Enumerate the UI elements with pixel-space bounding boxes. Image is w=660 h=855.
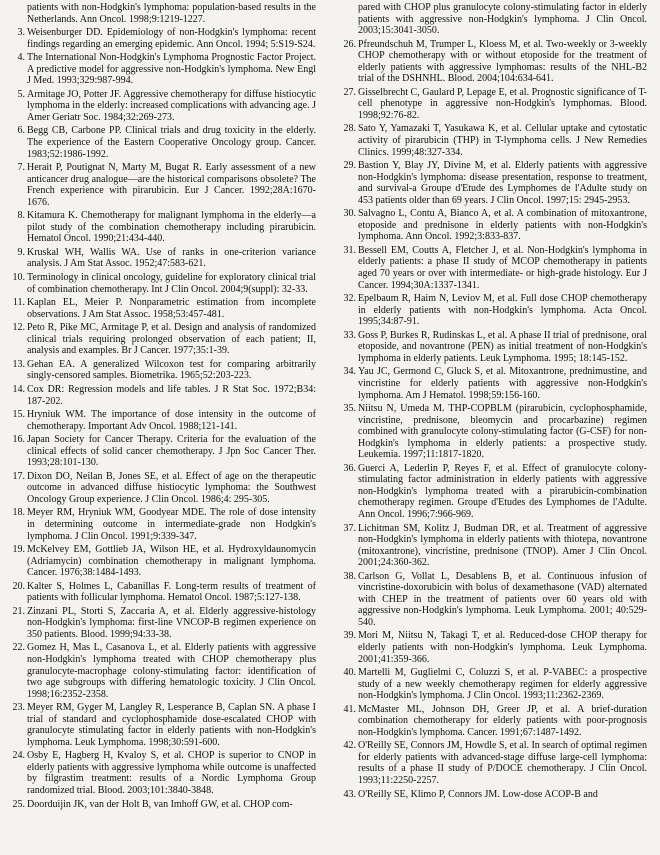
- reference-text: Meyer RM, Hryniuk WM, Goodyear MDE. The role of dose intensity in determining outcome in intermediate-grade non Hodgkin's lymphoma. J Clin Oncol. 1991;9:339-347.: [27, 507, 316, 542]
- reference-item: [10, 409, 316, 432]
- reference-item: [341, 366, 647, 401]
- reference-number: 11.: [12, 297, 25, 309]
- reference-item: [341, 39, 647, 85]
- reference-text: Begg CB, Carbone PP. Clinical trials and drug toxicity in the elderly. The experience of the Eastern Cooperative Oncology group. Cancer. 1983;52:1986-1992.: [27, 125, 316, 160]
- reference-text: Zinzani PL, Storti S, Zaccaria A, et al. Elderly aggressive-histology non-Hodgkin's lymphoma: first-line VNCOP-B regimen experience on 350 patients. Blood. 1999;94:33-38.: [27, 605, 316, 640]
- reference-item: [341, 2, 647, 37]
- reference-item: [341, 123, 647, 158]
- reference-text: Hryniuk WM. The importance of dose intensity in the outcome of chemotherapy. Important Adv Oncol. 1988;121-141.: [27, 409, 316, 432]
- reference-text: Osby E, Hagberg H, Kvaloy S, et al. CHOP is superior to CNOP in elderly patients with aggressive lymphoma while outcome is unaffected by filgrastim treatment: results of a Nordic Lymphoma Group randomized trial. Blood. 2003;101:3840-3848.: [27, 750, 316, 796]
- reference-item: [10, 471, 316, 506]
- reference-number: 36.: [343, 462, 356, 474]
- reference-number: 23.: [12, 702, 25, 714]
- reference-text: Gisselbrecht C, Gaulard P, Lepage E, et al. Prognostic significance of T-cell phenotype in aggressive non-Hodgkin's lymphomas. Blood. 1998;92:76-82.: [358, 86, 647, 121]
- reference-item: [341, 245, 647, 291]
- reference-text: Herait P, Poutignat N, Marty M, Bugat R. Early assessment of a new anticancer drug analogue—are the historical comparisons obsolete? The French experience with pirarubicin. Eur J Cancer. 1992;28A:1670-1676.: [27, 162, 316, 208]
- reference-text: Lichitman SM, Kolitz J, Budman DR, et al. Treatment of aggressive non-Hodgkin's lymphoma in elderly patients with thiotepa, novantrone (mitoxantrone), vincristine, prednisone (TNOP). Amer J Clin Oncol. 2001;24:360-362.: [358, 522, 647, 569]
- reference-item: [341, 789, 647, 801]
- reference-text: Weisenburger DD. Epidemiology of non-Hodgkin's lymphoma: recent findings regarding an emerging epidemic. Ann Oncol. 1994; 5:S19-S24.: [27, 27, 316, 50]
- reference-number: 25.: [12, 798, 25, 810]
- reference-text: patients with non-Hodgkin's lymphoma: population-based results in the Netherlands. Ann Oncol. 1998;9:1219-1227.: [27, 2, 316, 25]
- reference-item: [10, 89, 316, 124]
- reference-item: [10, 581, 316, 604]
- reference-text: pared with CHOP plus granulocyte colony-stimulating factor in elderly patients with aggressive non-Hodgkin's lymphoma. J Clin Oncol. 2003;15:3041-3050.: [358, 2, 647, 37]
- reference-text: Salvagno L, Contu A, Bianco A, et al. A combination of mitoxantrone, etoposide and prednisone in elderly patients with non-Hodgkin's lymphoma. Ann Oncol. 1992;3:833-837.: [358, 208, 647, 243]
- reference-number: 14.: [12, 383, 25, 395]
- reference-number: 12.: [12, 322, 25, 334]
- reference-number: 38.: [343, 570, 356, 582]
- reference-item: [10, 544, 316, 579]
- reference-text: Japan Society for Cancer Therapy. Criteria for the evaluation of the clinical effects of solid cancer chemotherapy. J Jpn Soc Cancer Ther. 1993;28:101-130.: [27, 434, 316, 469]
- reference-item: [341, 403, 647, 461]
- reference-item: [10, 125, 316, 160]
- reference-column-right: [341, 2, 647, 800]
- reference-text: Carlson G, Vollat L, Desablens B, et al. Continuous infusion of vincristine-doxorubicin with bolus of dexamethasone (VAD) alternated with CHEP in the treatment of patients over 60 years old with aggressive non-Hodgkin's lymphoma. Leuk Lymphoma. 2001; 40:529-540.: [358, 570, 647, 628]
- reference-number: 40.: [343, 667, 356, 679]
- reference-number: 22.: [12, 642, 25, 654]
- reference-number: 10.: [12, 272, 25, 284]
- reference-text: Martelli M, Guglielmi C, Coluzzi S, et al. P-VABEC: a prospective study of a new weekly chemotherapy regimen for elderly aggressive non-Hodgkin's lymphoma. J Clin Oncol. 1993;11:2362-2369.: [358, 667, 647, 702]
- reference-item: [10, 507, 316, 542]
- reference-column-left: [10, 2, 316, 810]
- reference-item: [10, 702, 316, 748]
- reference-item: [341, 330, 647, 365]
- reference-text: Yau JC, Germond C, Gluck S, et al. Mitoxantrone, prednimustine, and vincristine for elderly patients with aggressive non-Hodgkin's lymphoma. Am J Hematol. 1998;59:156-160.: [358, 366, 647, 401]
- reference-item: [10, 52, 316, 87]
- reference-number: 34.: [343, 366, 356, 378]
- reference-item: [341, 293, 647, 328]
- reference-item: [10, 210, 316, 245]
- reference-number: 18.: [12, 507, 25, 519]
- reference-number: 24.: [12, 750, 25, 762]
- reference-text: Peto R, Pike MC, Armitage P, et al. Design and analysis of randomized clinical trials requiring prolonged observation of each patient; II, analysis and examples. Br J Cancer. 1977;35:1-39.: [27, 322, 316, 357]
- reference-number: 17.: [12, 470, 25, 482]
- reference-text: Dixon DO, Neilan B, Jones SE, et al. Effect of age on the therapeutic outcome in advanced diffuse histiocytic lymphoma: the Southwest Oncology Group experience. J Clin Oncol. 1986;4: 295-305.: [27, 470, 316, 505]
- reference-number: 29.: [343, 160, 356, 172]
- reference-item: [10, 799, 316, 811]
- reference-item: [341, 630, 647, 665]
- reference-number: 6.: [17, 125, 25, 137]
- reference-text: Guerci A, Lederlin P, Reyes F, et al. Effect of granulocyte colony-stimulating factor administration in elderly patients with aggressive non-Hodgkin's lymphoma treated with a pirarubicin-combination chemotherapy regimen. Groupe d'Etudes des Lymphomes de l'Adulte. Ann Oncol. 1996;7:966-969.: [358, 462, 647, 520]
- reference-text: Meyer RM, Gyger M, Langley R, Lesperance B, Caplan SN. A phase I trial of standard and cyclophosphamide dose-escalated CHOP with granulocyte stimulating factor in elderly patients with non-Hodgkin's lymphoma. Leuk Lymphoma. 1998;30:591-600.: [27, 702, 316, 748]
- reference-number: 5.: [17, 88, 25, 100]
- reference-item: [341, 667, 647, 702]
- reference-text: Niitsu N, Umeda M. THP-COPBLM (pirarubicin, cyclophosphamide, vincristine, prednisone, bleomycin and procarbazine) regimen combined with granulocyte colony-stimulating factor (G-CSF) for non-Hodgkin's lymphoma in elderly patients: a prospective study. Leukemia. 1997;11:1817-1820.: [358, 403, 647, 461]
- reference-text: Armitage JO, Potter JF. Aggressive chemotherapy for diffuse histiocytic lymphoma in the elderly: increased complications with advancing age. J Amer Geriatr Soc. 1984;32:269-273.: [27, 88, 316, 123]
- reference-text: Bessell EM, Coutts A, Fletcher J, et al. Non-Hodgkin's lymphoma in elderly patients: a phase II study of MCOP chemotherapy in patients aged 70 years or over with intermediate- or high-grade histology. Eur J Cancer. 1994;30A:1337-1341.: [358, 244, 647, 291]
- reference-number: 30.: [343, 208, 356, 220]
- reference-number: 19.: [12, 544, 25, 556]
- reference-item: [341, 160, 647, 206]
- reference-item: [10, 247, 316, 270]
- reference-number: 21.: [12, 605, 25, 617]
- reference-text: Kaplan EL, Meier P. Nonparametric estimation from incomplete observations. J Am Stat Assoc. 1958;53:457-481.: [27, 297, 316, 320]
- reference-number: 35.: [343, 403, 356, 415]
- reference-number: 33.: [343, 329, 356, 341]
- reference-number: 27.: [343, 86, 356, 98]
- reference-item: [341, 87, 647, 122]
- reference-text: Goss P, Burkes R, Rudinskas L, et al. A phase II trial of prednisone, oral etoposide, and novantrone (PEN) as initial treatment of non-Hodgkin's lymphoma in elderly patients. Leuk Lymphoma. 1995; 18:145-152.: [358, 329, 647, 364]
- reference-item: [10, 162, 316, 208]
- reference-number: 4.: [17, 52, 25, 64]
- reference-item: [10, 434, 316, 469]
- reference-number: 8.: [17, 210, 25, 222]
- reference-text: Cox DR: Regression models and life tables. J R Stat Soc. 1972;B34: 187-202.: [27, 383, 316, 407]
- reference-text: Pfreundschuh M, Trumper L, Kloess M, et al. Two-weekly or 3-weekly CHOP chemotherapy with or without etoposide for the treatment of elderly patients with aggressive lymphomas: results of the NHL-B2 trial of the DSHNHL. Blood. 2004;104:634-641.: [358, 38, 647, 85]
- reference-text: Gehan EA. A generalized Wilcoxon test for comparing arbitrarily singly-censored samples. Biometrika. 1965;52:203-223.: [27, 358, 316, 382]
- reference-number: 3.: [17, 27, 25, 39]
- reference-item: [341, 571, 647, 629]
- reference-text: O'Reilly SE, Klimo P, Connors JM. Low-dose ACOP-B and: [358, 788, 598, 800]
- reference-text: Terminology in clinical oncology, guideline for exploratory clinical trial of combination chemotherapy. Int J Clin Oncol. 2004;9(suppl): 32-33.: [27, 272, 316, 295]
- reference-number: 28.: [343, 123, 356, 135]
- reference-item: [341, 463, 647, 521]
- reference-number: 39.: [343, 630, 356, 642]
- reference-text: Gomez H, Mas L, Casanova L, et al. Elderly patients with aggressive non-Hodgkin's lymphoma treated with CHOP chemotherapy plus granulocyte-macrophage colony-stimulating factor: identification of two age subgroups with differing hematologic toxicity. J Clin Oncol. 1998;16:2352-2358.: [27, 642, 316, 700]
- reference-text: Kruskal WH, Wallis WA. Use of ranks in one-criterion variance analysis. J Am Stat Assoc. 1952;47:583-621.: [27, 246, 316, 270]
- reference-text: McMaster ML, Johnson DH, Greer JP, et al. A brief-duration combination chemotherapy for elderly patients with poor-prognosis non-Hodgkin's lymphoma. Cancer. 1991;67:1487-1492.: [358, 703, 647, 738]
- reference-text: Epelbaum R, Haim N, Leviov M, et al. Full dose CHOP chemotherapy in elderly patients with non-Hodgkin's lymphoma. Acta Oncol. 1995;34:87-91.: [358, 293, 647, 328]
- reference-item: [341, 208, 647, 243]
- reference-number: 9.: [17, 246, 25, 258]
- reference-item: [10, 322, 316, 357]
- reference-text: Doorduijin JK, van der Holt B, van Imhoff GW, et al. CHOP com-: [27, 798, 293, 810]
- reference-item: [10, 642, 316, 700]
- reference-item: [10, 27, 316, 50]
- reference-number: 43.: [343, 788, 356, 800]
- reference-text: O'Reilly SE, Connors JM, Howdle S, et al. In search of optimal regimen for elderly patients with advanced-stage diffuse large-cell lymphoma: results of a phase II study of P/DOCE chemotherapy. J Clin Oncol. 1993;11:2250-2257.: [358, 740, 647, 786]
- reference-item: [341, 704, 647, 739]
- reference-text: The International Non-Hodgkin's Lymphoma Prognostic Factor Project. A predictive model for aggressive non-Hodgkin's lymphoma. New Engl J Med. 1993;329:987-994.: [27, 52, 316, 87]
- reference-text: Kalter S, Holmes L, Cabanillas F. Long-term results of treatment of patients with follicular lymphoma. Hematol Oncol. 1987;5:127-138.: [27, 580, 316, 604]
- reference-text: Mori M, Niitsu N, Takagi T, et al. Reduced-dose CHOP therapy for elderly patients with non-Hodgkin's lymphoma. Leuk Lymphoma. 2001;41:359-366.: [358, 630, 647, 665]
- reference-text: Kitamura K. Chemotherapy for malignant lymphoma in the elderly—a pilot study of the combination chemotherapy including pirarubicin. Hematol Oncol. 1990;21:434-440.: [27, 210, 316, 245]
- reference-item: [341, 740, 647, 786]
- reference-item: [341, 523, 647, 569]
- reference-item: [10, 606, 316, 641]
- reference-text: Sato Y, Yamazaki T, Yasukawa K, et al. Cellular uptake and cytostatic activity of pirarubicin (THP) in T-lymphoma cells. J New Remedies Clinics. 1999;48:327-334.: [358, 123, 647, 158]
- reference-item: [10, 272, 316, 295]
- reference-item: [10, 384, 316, 407]
- reference-number: 16.: [12, 434, 25, 446]
- reference-number: 13.: [12, 358, 25, 370]
- reference-number: 32.: [343, 293, 356, 305]
- reference-text: Bastion Y, Blay JY, Divine M, et al. Elderly patients with aggressive non-Hodgkin's lymphoma: disease presentation, response to treatment, and survival-a Groupe d'Etude des Lymphomes de l'Adulte study on 453 patients older than 69 years. J Clin Oncol. 1997;15: 2945-2953.: [358, 160, 647, 206]
- reference-number: 41.: [343, 703, 356, 715]
- reference-item: [10, 297, 316, 320]
- reference-number: 42.: [343, 740, 356, 752]
- reference-number: 20.: [12, 580, 25, 592]
- reference-item: [10, 750, 316, 796]
- reference-number: 15.: [12, 409, 25, 421]
- reference-number: 7.: [17, 162, 25, 174]
- reference-text: McKelvey EM, Gottlieb JA, Wilson HE, et al. Hydroxyldaunomycin (Adriamycin) combination chemotherapy in malignant lymphoma. Cancer. 1976;38:1484-1493.: [27, 544, 316, 579]
- reference-item: [10, 359, 316, 382]
- reference-number: 26.: [343, 38, 356, 50]
- reference-number: 31.: [343, 244, 356, 256]
- reference-item: [10, 2, 316, 25]
- reference-number: 37.: [343, 522, 356, 534]
